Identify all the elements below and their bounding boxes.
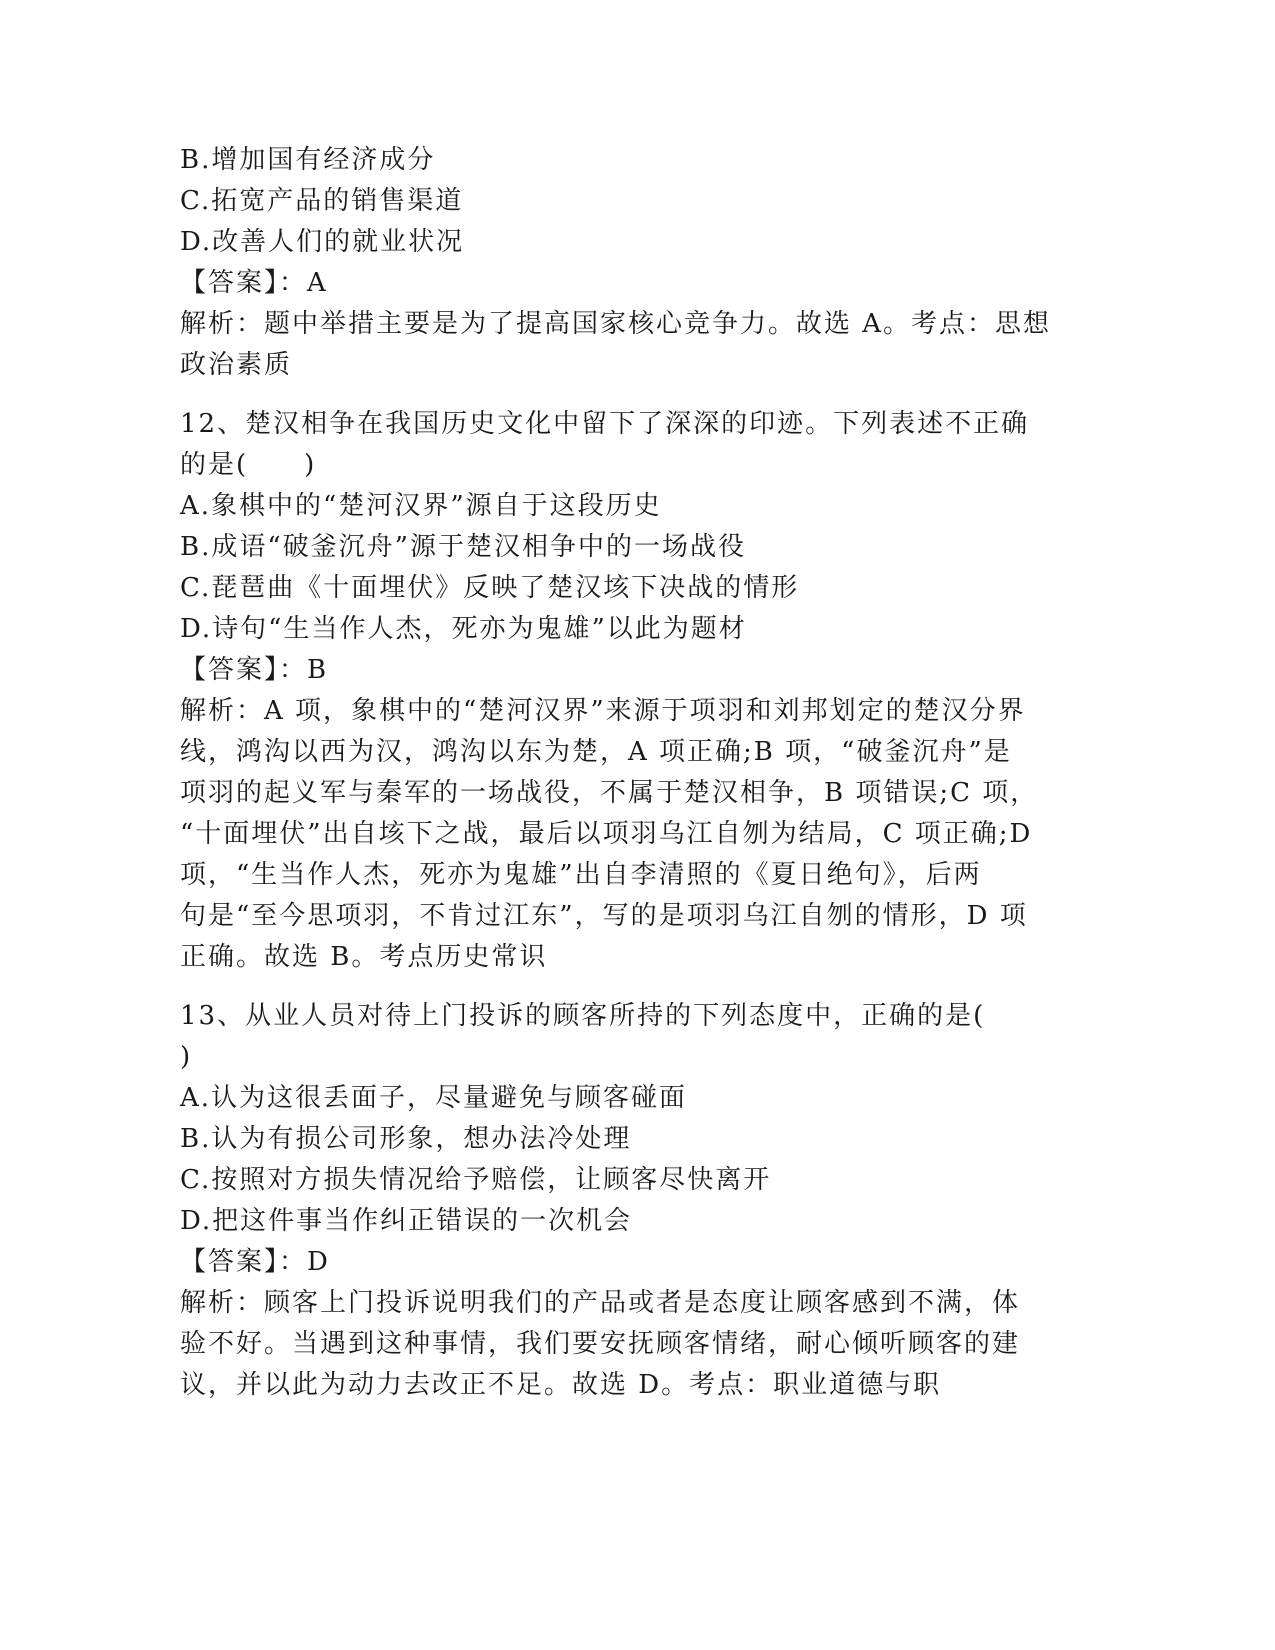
q13-question-line: 13、从业人员对待上门投诉的顾客所持的下列态度中，正确的是(	[180, 1001, 986, 1031]
q12-answer: 【答案】：B	[180, 655, 329, 685]
q12-analysis-line: 解析：A 项，象棋中的“楚河汉界”来源于项羽和刘邦划定的楚汉分界	[180, 696, 1026, 726]
q12-analysis-line: 项羽的起义军与秦军的一场战役，不属于楚汉相争，B 项错误;C 项，	[180, 778, 1039, 808]
q13-answer: 【答案】：D	[180, 1247, 330, 1277]
question-13-block	[180, 996, 1060, 1406]
question-11-block	[180, 140, 1060, 386]
q13-analysis-line: 解析：顾客上门投诉说明我们的产品或者是态度让顾客感到不满，体	[180, 1288, 1021, 1318]
q12-option-a: A.象棋中的“楚河汉界”源自于这段历史	[180, 491, 662, 521]
q11-analysis-line: 政治素质	[180, 350, 293, 380]
q11-option-c: C.拓宽产品的销售渠道	[180, 186, 464, 216]
question-12-block	[180, 404, 1060, 978]
q13-option-c: C.按照对方损失情况给予赔偿，让顾客尽快离开	[180, 1165, 772, 1195]
q11-answer: 【答案】：A	[180, 268, 328, 298]
q13-analysis-line: 议，并以此为动力去改正不足。故选 D。考点：职业道德与职	[180, 1370, 942, 1400]
q13-analysis-line: 验不好。当遇到这种事情，我们要安抚顾客情绪，耐心倾听顾客的建	[180, 1329, 1021, 1359]
q12-analysis-line: 句是“至今思项羽，不肯过江东”，写的是项羽乌江自刎的情形，D 项	[180, 901, 1028, 931]
q12-analysis-line: 线，鸿沟以西为汉，鸿沟以东为楚，A 项正确;B 项，“破釜沉舟”是	[180, 737, 1012, 767]
q12-option-d: D.诗句“生当作人杰，死亦为鬼雄”以此为题材	[180, 614, 747, 644]
q13-option-b: B.认为有损公司形象，想办法冷处理	[180, 1124, 632, 1154]
q12-analysis-line: 正确。故选 B。考点历史常识	[180, 942, 548, 972]
q13-option-a: A.认为这很丢面子，尽量避免与顾客碰面	[180, 1083, 688, 1113]
q12-option-b: B.成语“破釜沉舟”源于楚汉相争中的一场战役	[180, 532, 746, 562]
q11-option-b: B.增加国有经济成分	[180, 145, 436, 175]
q12-question-line: 的是( )	[180, 450, 317, 480]
q12-question-line: 12、楚汉相争在我国历史文化中留下了深深的印迹。下列表述不正确	[180, 409, 1030, 439]
document-page	[180, 140, 1060, 1406]
q11-option-d: D.改善人们的就业状况	[180, 227, 465, 257]
q12-option-c: C.琵琶曲《十面埋伏》反映了楚汉垓下决战的情形	[180, 573, 800, 603]
q11-analysis-line: 解析：题中举措主要是为了提高国家核心竞争力。故选 A。考点：思想	[180, 309, 1052, 339]
q13-question-line: )	[180, 1042, 193, 1072]
q12-analysis-line: 项，“生当作人杰，死亦为鬼雄”出自李清照的《夏日绝句》，后两	[180, 860, 982, 890]
q12-analysis-line: “十面埋伏”出自垓下之战，最后以项羽乌江自刎为结局，C 项正确;D	[180, 819, 1033, 849]
q13-option-d: D.把这件事当作纠正错误的一次机会	[180, 1206, 633, 1236]
